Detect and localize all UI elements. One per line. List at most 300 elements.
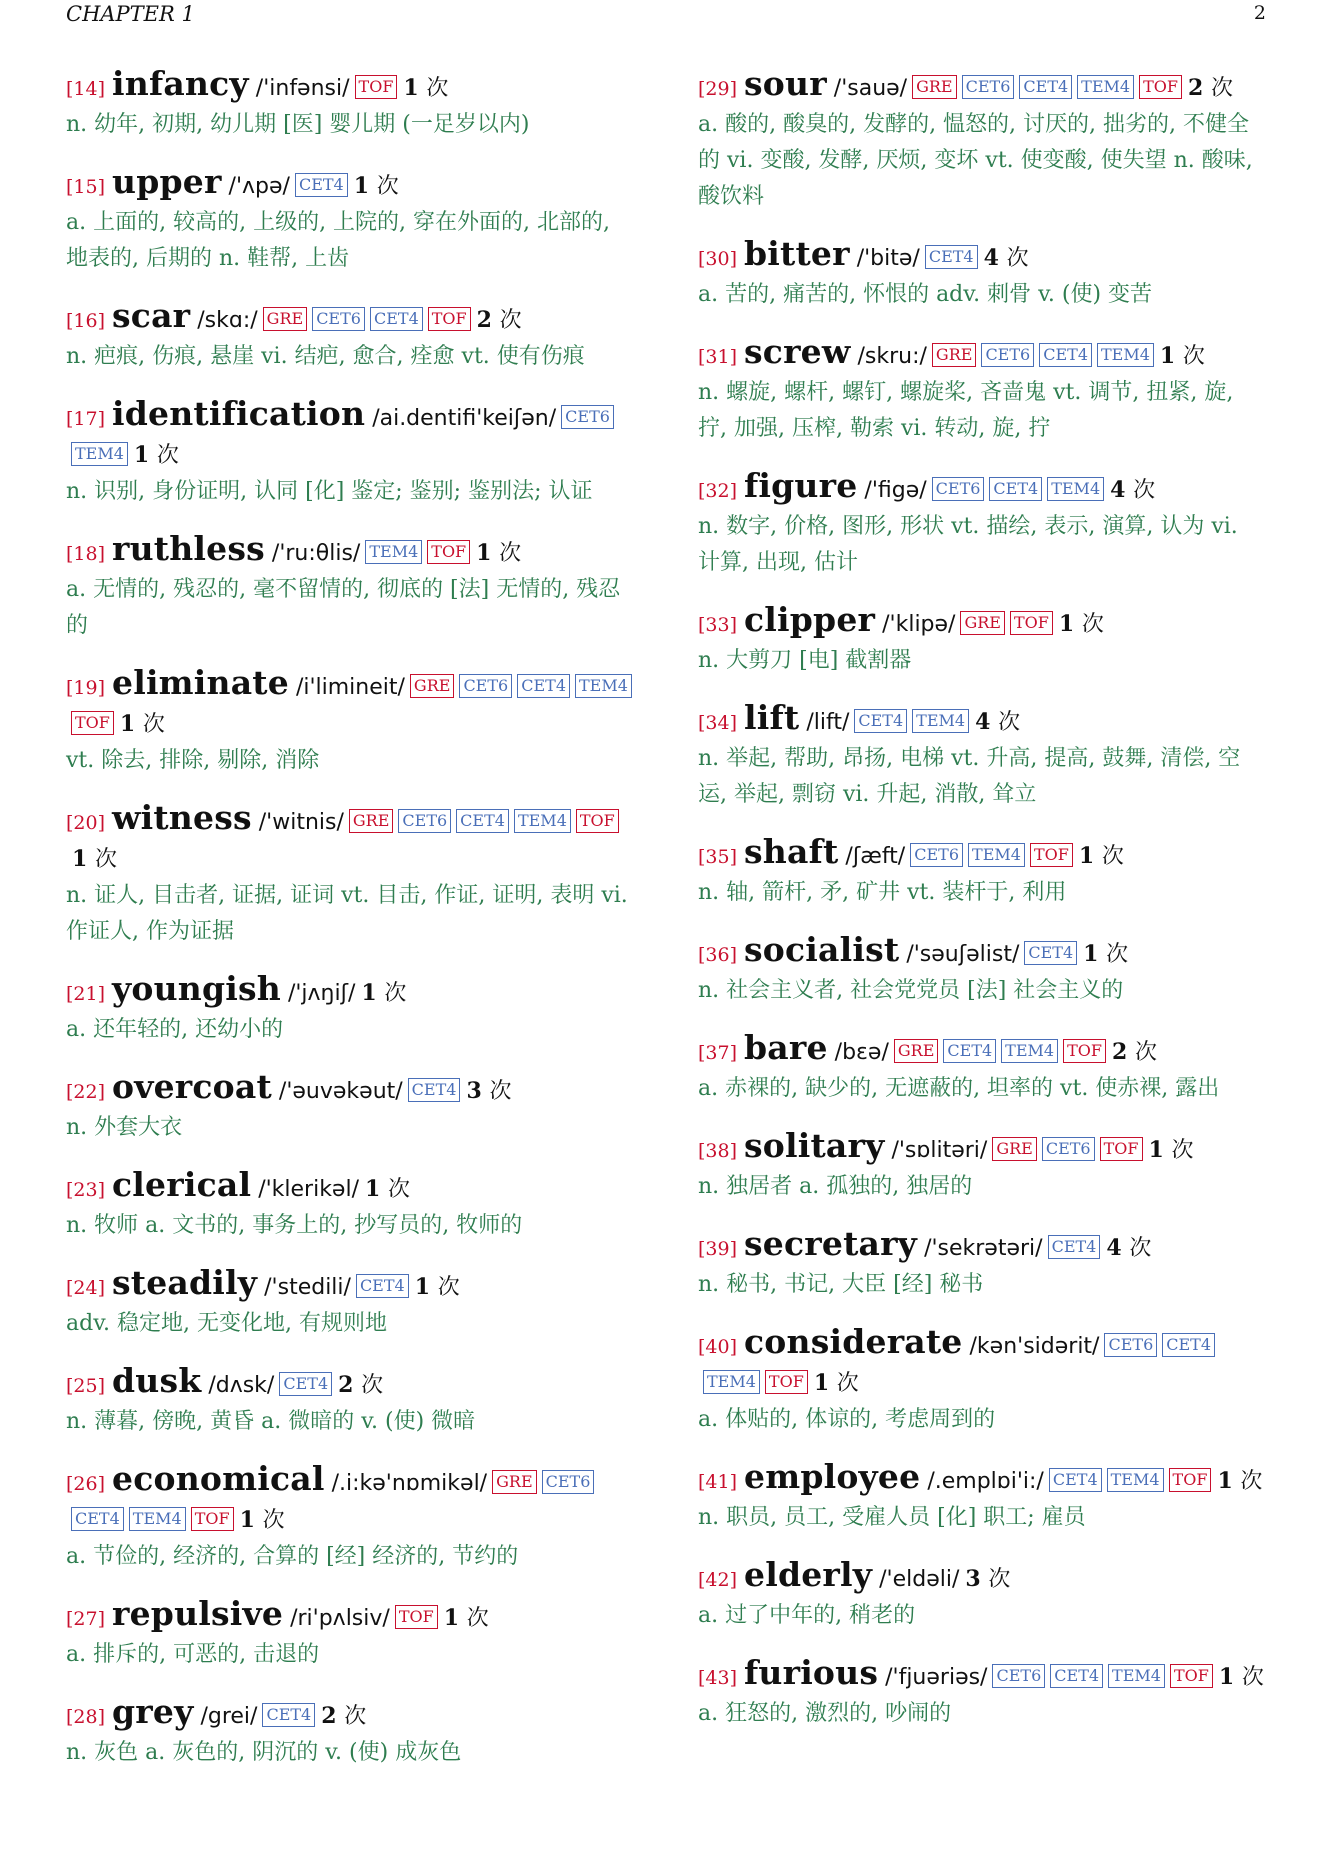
count-number: 1 <box>365 1176 381 1202</box>
phonetic: /'jʌŋiʃ/ <box>287 981 356 1006</box>
count-unit: 次 <box>1106 942 1129 967</box>
occurrence-count <box>354 173 399 199</box>
vocab-entry <box>66 298 634 375</box>
phonetic: /.emplɒi'i:/ <box>927 1469 1044 1494</box>
count-unit: 次 <box>376 174 399 199</box>
definition: a. 体贴的, 体谅的, 考虑周到的 <box>698 1407 996 1432</box>
phonetic: /'sauə/ <box>833 76 908 101</box>
entry-headline <box>698 1655 1266 1696</box>
definition: n. 识别, 身份证明, 认同 [化] 鉴定; 鉴别; 鉴别法; 认证 <box>66 479 593 504</box>
headword: ruthless <box>112 529 265 568</box>
definition: adv. 稳定地, 无变化地, 有规则地 <box>66 1311 387 1336</box>
count-number: 2 <box>338 1372 354 1398</box>
headword: witness <box>112 798 252 837</box>
definition: n. 职员, 员工, 受雇人员 [化] 职工; 雇员 <box>698 1505 1086 1530</box>
occurrence-count <box>965 1566 1010 1592</box>
headword: economical <box>112 1459 325 1498</box>
exam-tag-tem4: TEM4 <box>129 1507 186 1531</box>
phonetic: /'ru:θlis/ <box>271 541 361 566</box>
exam-tag-tof: TOF <box>427 540 470 564</box>
definition: n. 幼年, 初期, 幼儿期 [医] 婴儿期 (一足岁以内) <box>66 112 530 137</box>
exam-tag-cet6: CET6 <box>932 477 985 501</box>
headword: clipper <box>744 600 876 639</box>
entry-index: [16] <box>66 310 106 332</box>
exam-tag-gre: GRE <box>992 1137 1037 1161</box>
occurrence-count <box>365 1176 410 1202</box>
occurrence-count <box>240 1507 285 1533</box>
headword: scar <box>112 296 191 335</box>
exam-tag-cet4: CET4 <box>456 809 509 833</box>
occurrence-count <box>466 1078 511 1104</box>
entry-headline <box>698 236 1266 277</box>
count-number: 1 <box>813 1370 830 1396</box>
entry-headline <box>698 468 1266 509</box>
entry-headline <box>698 700 1266 741</box>
count-unit: 次 <box>344 1704 367 1729</box>
entry-index: [24] <box>66 1277 106 1299</box>
count-unit: 次 <box>466 1606 489 1631</box>
entry-index: [43] <box>698 1667 738 1689</box>
entry-index: [19] <box>66 677 106 699</box>
entry-headline <box>66 1694 634 1735</box>
phonetic: /'figə/ <box>864 478 927 503</box>
exam-tag-cet6: CET6 <box>962 75 1015 99</box>
entry-headline <box>698 1128 1266 1169</box>
headword: bitter <box>744 234 850 273</box>
entry-index: [20] <box>66 812 106 834</box>
count-unit: 次 <box>361 1373 384 1398</box>
exam-tag-cet4: CET4 <box>943 1039 996 1063</box>
count-number: 3 <box>965 1566 981 1592</box>
headword: dusk <box>112 1361 202 1400</box>
headword: considerate <box>744 1322 963 1361</box>
count-unit: 次 <box>1171 1138 1194 1163</box>
count-number: 4 <box>983 245 999 271</box>
vocab-entry <box>698 1128 1266 1205</box>
exam-tag-tof: TOF <box>1139 75 1182 99</box>
count-unit: 次 <box>1240 1469 1263 1494</box>
entry-index: [23] <box>66 1179 106 1201</box>
count-number: 1 <box>133 442 150 468</box>
phonetic: /'klipə/ <box>882 612 956 637</box>
entry-index: [17] <box>66 408 106 430</box>
vocab-entry <box>698 834 1266 911</box>
page-number: 2 <box>1253 2 1266 24</box>
count-unit: 次 <box>426 76 449 101</box>
exam-tag-cet4: CET4 <box>1162 1333 1215 1357</box>
entry-headline <box>698 334 1266 375</box>
entry-index: [26] <box>66 1473 106 1495</box>
vocab-entry <box>66 1167 634 1244</box>
phonetic: /i'limineit/ <box>295 675 405 700</box>
entry-index: [28] <box>66 1706 106 1728</box>
vocab-entry <box>66 1069 634 1146</box>
phonetic: /skɑ:/ <box>197 308 258 333</box>
exam-tag-cet6: CET6 <box>910 843 963 867</box>
entry-headline <box>66 1265 634 1306</box>
count-number: 1 <box>1159 343 1176 369</box>
count-number: 2 <box>321 1703 337 1729</box>
exam-tag-cet4: CET4 <box>1019 75 1072 99</box>
entry-headline <box>698 834 1266 875</box>
definition: n. 证人, 目击者, 证据, 证词 vt. 目击, 作证, 证明, 表明 vi. 作证人, 作为证据 <box>66 883 628 944</box>
count-number: 2 <box>1187 75 1204 101</box>
phonetic: /'səuʃəlist/ <box>906 942 1020 967</box>
vocab-entry <box>66 164 634 277</box>
vocab-entry <box>698 236 1266 313</box>
headword: steadily <box>112 1263 258 1302</box>
entry-index: [29] <box>698 78 738 100</box>
entry-headline <box>66 1167 634 1208</box>
count-unit: 次 <box>1101 844 1124 869</box>
exam-tag-cet6: CET6 <box>459 674 512 698</box>
vocab-entry <box>698 700 1266 813</box>
count-number: 1 <box>443 1605 460 1631</box>
count-unit: 次 <box>988 1567 1011 1592</box>
definition: n. 灰色 a. 灰色的, 阴沉的 v. (使) 成灰色 <box>66 1740 462 1765</box>
entry-index: [42] <box>698 1569 738 1591</box>
count-unit: 次 <box>998 710 1021 735</box>
count-unit: 次 <box>142 712 165 737</box>
entry-headline <box>66 1596 634 1637</box>
definition: n. 独居者 a. 孤独的, 独居的 <box>698 1174 973 1199</box>
exam-tag-cet6: CET6 <box>312 307 365 331</box>
count-unit: 次 <box>499 541 522 566</box>
entry-index: [33] <box>698 614 738 636</box>
exam-tag-cet4: CET4 <box>1049 1468 1102 1492</box>
exam-tag-gre: GRE <box>912 75 957 99</box>
phonetic: /skru:/ <box>857 344 927 369</box>
exam-tag-cet4: CET4 <box>1048 1235 1101 1259</box>
entry-index: [35] <box>698 846 738 868</box>
headword: secretary <box>744 1224 918 1263</box>
phonetic: /'sɒlitəri/ <box>891 1138 988 1163</box>
exam-tag-tof: TOF <box>1030 843 1073 867</box>
entry-headline <box>698 1226 1266 1267</box>
headword: clerical <box>112 1165 252 1204</box>
exam-tag-tof: TOF <box>191 1507 234 1531</box>
entry-headline <box>66 164 634 205</box>
definition: a. 上面的, 较高的, 上级的, 上院的, 穿在外面的, 北部的, 地表的, 后期的 n. 鞋帮, 上齿 <box>66 210 611 271</box>
entry-index: [21] <box>66 983 106 1005</box>
vocab-entry <box>66 1596 634 1673</box>
occurrence-count <box>975 709 1020 735</box>
vocab-entry <box>66 1694 634 1771</box>
right-column <box>698 66 1266 1753</box>
occurrence-count <box>338 1372 383 1398</box>
occurrence-count <box>1110 477 1155 503</box>
count-unit: 次 <box>499 308 522 333</box>
headword: screw <box>744 332 851 371</box>
entry-index: [32] <box>698 480 738 502</box>
occurrence-count <box>361 980 406 1006</box>
entry-headline <box>698 932 1266 973</box>
exam-tag-tem4: TEM4 <box>1097 343 1154 367</box>
phonetic: /.i:kə'nɒmikəl/ <box>331 1471 488 1496</box>
count-unit: 次 <box>94 847 117 872</box>
vocab-entry <box>66 971 634 1048</box>
occurrence-count <box>476 540 521 566</box>
entry-headline <box>66 66 634 107</box>
count-number: 1 <box>119 711 136 737</box>
phonetic: /bɛə/ <box>834 1040 889 1065</box>
headword: socialist <box>744 930 900 969</box>
exam-tag-cet4: CET4 <box>925 245 978 269</box>
exam-tag-tem4: TEM4 <box>1107 1468 1164 1492</box>
exam-tag-cet4: CET4 <box>854 709 907 733</box>
exam-tag-tof: TOF <box>395 1605 438 1629</box>
entry-index: [39] <box>698 1238 738 1260</box>
exam-tag-tem4: TEM4 <box>575 674 632 698</box>
count-number: 1 <box>361 980 377 1006</box>
entry-index: [36] <box>698 944 738 966</box>
phonetic: /'fjuəriəs/ <box>885 1665 988 1690</box>
entry-index: [37] <box>698 1042 738 1064</box>
entry-index: [27] <box>66 1608 106 1630</box>
exam-tag-tof: TOF <box>1010 611 1053 635</box>
occurrence-count <box>1106 1235 1151 1261</box>
entry-index: [38] <box>698 1140 738 1162</box>
headword: lift <box>744 698 800 737</box>
definition: a. 节俭的, 经济的, 合算的 [经] 经济的, 节约的 <box>66 1544 519 1569</box>
definition: n. 疤痕, 伤痕, 悬崖 vi. 结疤, 愈合, 痊愈 vt. 使有伤痕 <box>66 344 585 369</box>
occurrence-count <box>72 846 117 872</box>
definition: vt. 除去, 排除, 剔除, 消除 <box>66 748 320 773</box>
count-unit: 次 <box>1006 246 1029 271</box>
entry-headline <box>66 1069 634 1110</box>
exam-tag-tof: TOF <box>576 809 619 833</box>
occurrence-count <box>1160 343 1205 369</box>
exam-tag-cet4: CET4 <box>517 674 570 698</box>
exam-tag-cet6: CET6 <box>981 343 1034 367</box>
occurrence-count <box>120 711 165 737</box>
definition: n. 螺旋, 螺杆, 螺钉, 螺旋桨, 吝啬鬼 vt. 调节, 扭紧, 旋, 拧, 加强, 压榨, 勒索 vi. 转动, 旋, 拧 <box>698 380 1234 441</box>
count-unit: 次 <box>156 443 179 468</box>
occurrence-count <box>403 75 448 101</box>
headword: sour <box>744 64 827 103</box>
occurrence-count <box>1059 611 1104 637</box>
exam-tag-tof: TOF <box>428 307 471 331</box>
entry-headline <box>66 971 634 1012</box>
entry-index: [30] <box>698 248 738 270</box>
entry-headline <box>66 298 634 339</box>
phonetic: /'stedili/ <box>264 1275 351 1300</box>
entry-index: [15] <box>66 176 106 198</box>
phonetic: /dʌsk/ <box>208 1373 275 1398</box>
count-number: 1 <box>353 173 370 199</box>
occurrence-count <box>477 307 522 333</box>
headword: employee <box>744 1457 921 1496</box>
exam-tag-gre: GRE <box>492 1470 537 1494</box>
count-unit: 次 <box>1133 478 1156 503</box>
entry-index: [31] <box>698 346 738 368</box>
exam-tag-gre: GRE <box>960 611 1005 635</box>
count-number: 1 <box>1217 1468 1233 1494</box>
headword: furious <box>744 1653 879 1692</box>
count-unit: 次 <box>1134 1040 1157 1065</box>
entry-index: [34] <box>698 712 738 734</box>
phonetic: /'ʌpə/ <box>228 174 290 199</box>
occurrence-count <box>1149 1137 1194 1163</box>
vocab-entry <box>66 1461 634 1575</box>
definition: n. 轴, 箭杆, 矛, 矿井 vt. 装杆于, 利用 <box>698 880 1067 905</box>
headword: shaft <box>744 832 839 871</box>
headword: identification <box>112 394 366 433</box>
exam-tag-tof: TOF <box>1100 1137 1143 1161</box>
count-number: 4 <box>975 709 991 735</box>
occurrence-count <box>1188 75 1233 101</box>
exam-tag-tem4: TEM4 <box>365 540 422 564</box>
count-number: 4 <box>1110 477 1126 503</box>
occurrence-count <box>415 1274 460 1300</box>
definition: n. 牧师 a. 文书的, 事务上的, 抄写员的, 牧师的 <box>66 1213 523 1238</box>
definition: a. 无情的, 残忍的, 毫不留情的, 彻底的 [法] 无情的, 残忍的 <box>66 577 621 638</box>
exam-tag-tof: TOF <box>765 1370 808 1394</box>
entry-headline <box>66 531 634 572</box>
entry-headline <box>66 1461 634 1539</box>
headword: eliminate <box>112 663 289 702</box>
entry-headline <box>66 396 634 474</box>
vocab-entry <box>66 800 634 950</box>
count-number: 2 <box>1111 1039 1128 1065</box>
exam-tag-cet4: CET4 <box>1039 343 1092 367</box>
headword: upper <box>112 162 222 201</box>
headword: elderly <box>744 1555 873 1594</box>
vocab-entry <box>66 665 634 779</box>
entry-index: [25] <box>66 1375 106 1397</box>
vocab-entry <box>66 396 634 510</box>
phonetic: /'eldəli/ <box>879 1567 960 1592</box>
occurrence-count <box>1217 1468 1262 1494</box>
vocab-entry <box>698 1030 1266 1107</box>
count-unit: 次 <box>489 1079 512 1104</box>
exam-tag-cet4: CET4 <box>1024 941 1077 965</box>
count-unit: 次 <box>836 1371 859 1396</box>
vocab-entry <box>698 932 1266 1009</box>
exam-tag-tem4: TEM4 <box>1077 75 1134 99</box>
count-unit: 次 <box>387 1177 410 1202</box>
entry-headline <box>66 800 634 878</box>
definition: a. 狂怒的, 激烈的, 吵闹的 <box>698 1701 952 1726</box>
exam-tag-tof: TOF <box>1169 1468 1212 1492</box>
vocab-entry <box>698 1324 1266 1438</box>
definition: n. 社会主义者, 社会党党员 [法] 社会主义的 <box>698 978 1124 1003</box>
entry-index: [40] <box>698 1336 738 1358</box>
phonetic: /kən'sidərit/ <box>969 1334 1100 1359</box>
exam-tag-tem4: TEM4 <box>1047 477 1104 501</box>
phonetic: /lift/ <box>806 710 850 735</box>
phonetic: /'klerikəl/ <box>258 1177 359 1202</box>
entry-headline <box>66 1363 634 1404</box>
count-number: 3 <box>466 1078 482 1104</box>
exam-tag-cet6: CET6 <box>561 405 614 429</box>
phonetic: /ai.dentifi'keiʃən/ <box>372 406 557 431</box>
definition: n. 举起, 帮助, 昂扬, 电梯 vt. 升高, 提高, 鼓舞, 清偿, 空运, 举起, 剽窃 vi. 升起, 消散, 耸立 <box>698 746 1241 807</box>
exam-tag-cet4: CET4 <box>262 1703 315 1727</box>
exam-tag-cet6: CET6 <box>1042 1137 1095 1161</box>
vocab-entry <box>698 1655 1266 1732</box>
exam-tag-cet6: CET6 <box>1104 1333 1157 1357</box>
definition: a. 排斥的, 可恶的, 击退的 <box>66 1642 320 1667</box>
headword: grey <box>112 1692 194 1731</box>
occurrence-count <box>1083 941 1128 967</box>
phonetic: /'əuvəkəut/ <box>278 1079 403 1104</box>
exam-tag-cet4: CET4 <box>408 1078 461 1102</box>
count-unit: 次 <box>1182 344 1205 369</box>
exam-tag-gre: GRE <box>349 809 394 833</box>
vocab-entry <box>698 1459 1266 1536</box>
phonetic: /'sekrətəri/ <box>924 1236 1043 1261</box>
vocab-entry <box>698 66 1266 215</box>
exam-tag-cet6: CET6 <box>398 809 451 833</box>
exam-tag-cet4: CET4 <box>71 1507 124 1531</box>
exam-tag-cet4: CET4 <box>989 477 1042 501</box>
definition: n. 外套大衣 <box>66 1115 183 1140</box>
entry-headline <box>66 665 634 743</box>
exam-tag-cet4: CET4 <box>356 1274 409 1298</box>
count-number: 1 <box>239 1507 255 1533</box>
count-unit: 次 <box>1081 612 1104 637</box>
exam-tag-tof: TOF <box>71 711 114 735</box>
entry-headline <box>698 1030 1266 1071</box>
exam-tag-tem4: TEM4 <box>1108 1664 1165 1688</box>
vocab-entry <box>66 531 634 644</box>
exam-tag-tem4: TEM4 <box>514 809 571 833</box>
entry-index: [41] <box>698 1471 738 1493</box>
occurrence-count <box>1079 843 1124 869</box>
page-header <box>66 2 1266 28</box>
count-unit: 次 <box>437 1275 460 1300</box>
definition: n. 秘书, 书记, 大臣 [经] 秘书 <box>698 1272 984 1297</box>
vocab-entry <box>698 1557 1266 1634</box>
phonetic: /'infənsi/ <box>255 76 350 101</box>
exam-tag-cet4: CET4 <box>370 307 423 331</box>
count-number: 2 <box>476 307 492 333</box>
entry-index: [14] <box>66 78 106 100</box>
definition: a. 过了中年的, 稍老的 <box>698 1603 916 1628</box>
phonetic: /'witnis/ <box>258 810 344 835</box>
count-unit: 次 <box>1241 1665 1264 1690</box>
vocab-entry <box>66 66 634 143</box>
exam-tag-cet6: CET6 <box>542 1470 595 1494</box>
count-number: 1 <box>1148 1137 1164 1163</box>
entry-headline <box>698 66 1266 107</box>
exam-tag-tem4: TEM4 <box>1001 1039 1058 1063</box>
count-number: 1 <box>1058 611 1075 637</box>
headword: repulsive <box>112 1594 284 1633</box>
count-unit: 次 <box>384 981 407 1006</box>
vocab-entry <box>698 468 1266 581</box>
count-number: 1 <box>1083 941 1099 967</box>
occurrence-count <box>321 1703 366 1729</box>
count-number: 1 <box>403 75 419 101</box>
phonetic: /ri'pʌlsiv/ <box>290 1606 390 1631</box>
count-unit: 次 <box>1210 76 1233 101</box>
count-number: 1 <box>72 846 88 872</box>
definition: n. 大剪刀 [电] 截割器 <box>698 648 912 673</box>
definition: n. 数字, 价格, 图形, 形状 vt. 描绘, 表示, 演算, 认为 vi. 计算, 出现, 估计 <box>698 514 1238 575</box>
exam-tag-cet6: CET6 <box>992 1664 1045 1688</box>
exam-tag-tof: TOF <box>1063 1039 1106 1063</box>
exam-tag-gre: GRE <box>932 343 977 367</box>
vocab-entry <box>698 1226 1266 1303</box>
vocab-entry <box>698 602 1266 679</box>
exam-tag-gre: GRE <box>410 674 455 698</box>
vocab-entry <box>66 1363 634 1440</box>
definition: n. 薄暮, 傍晚, 黄昏 a. 微暗的 v. (使) 微暗 <box>66 1409 476 1434</box>
phonetic: /ʃæft/ <box>845 844 906 869</box>
exam-tag-tof: TOF <box>355 75 398 99</box>
